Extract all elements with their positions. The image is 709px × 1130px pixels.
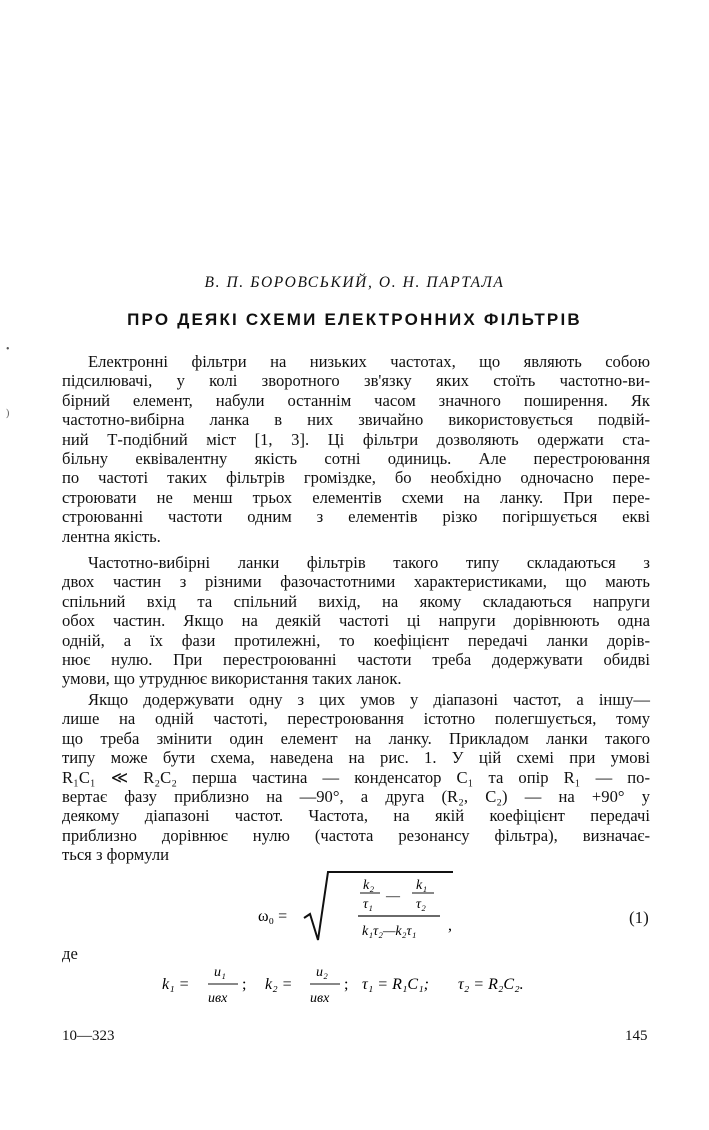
paragraph-2 [62,553,650,689]
text-line: строювати не менш трьох елементів схеми на ланку. При пере- [62,487,650,507]
minus-sign: — [386,889,400,904]
separator: ; [344,976,349,993]
text-line: частотно-вибірна ланка в них звичайно використовується подвій- [62,410,650,430]
fraction-k2: k₂ [363,878,375,893]
article-title: ПРО ДЕЯКІ СХЕМИ ЕЛЕКТРОННИХ ФІЛЬТРІВ [127,310,582,329]
fraction-tau1: τ₁ [363,897,373,912]
tau2-def: τ₂ = R₂C₂. [458,976,524,993]
u-vx: uвх [208,991,228,1006]
text-line: нює нулю. При перестроюванні частоти треба додержувати обидві [62,650,650,670]
text-line: Електронні фільтри на низьких частотах, що являють собою [88,352,650,371]
article-authors: В. П. БОРОВСЬКИЙ, О. Н. ПАРТАЛА [204,274,505,291]
where-label: де [62,944,78,963]
equation-number: (1) [629,908,649,927]
text-line: деякому діапазоні частот. Частота, на якій коефіцієнт передачі [62,806,650,826]
text-line: строюванні частоти одним з елементів різко погіршується екві [62,507,650,527]
margin-mark: • [6,344,10,355]
page-number: 145 [625,1028,648,1044]
definitions-formula [162,960,562,1010]
text-line: підсилювачі, у колі зворотного зв'язку яких стоїть частотно-ви- [62,371,650,391]
text-line: ний Т-подібний міст [1, 3]. Ці фільтри дозволяють одержати ста- [62,429,650,449]
text-line: лентна якість. [62,526,161,546]
margin-mark: ) [6,408,10,419]
text-line: Частотно-вибірні ланки фільтрів такого типу складаються з [88,553,650,572]
fraction-tau2: τ₂ [416,897,426,912]
text-line: бірний елемент, набули останнім часом значного поширення. Як [62,390,650,410]
resonance-formula [258,868,458,948]
comma: , [448,917,452,934]
text-line: типу може бути схема, наведена на рис. 1. У цій схемі при умові [62,748,650,768]
text-line: R₁C₁ ≪ R₂C₂ перша частина — конденсатор C₁ та опір R₁ — по- [62,767,650,787]
text-line: вертає фазу приблизно на —90°, а друга (R₂, C₂) — на +90° у [62,787,650,807]
text-line: приблизно дорівнює нулю (частота резонансу фільтра), визначає- [62,825,650,845]
text-line: двох частин з різними фазочастотними характеристиками, що мають [62,572,650,592]
u2: u₂ [316,965,328,980]
text-line: лише на одній частоті, перестроювання істотно полегшується, тому [62,709,650,729]
paragraph-1 [62,352,650,546]
text-line: одній, а їх фази протилежні, то коефіцієнт передачі ланки дорів- [62,630,650,650]
text-line: спільний вхід та спільний вихід, на якому складаються напруги [62,591,650,611]
text-line: більну еквівалентну якість сотні одиниць. Але перестроювання [62,449,650,469]
text-line: Якщо додержувати одну з цих умов у діапазоні частот, а іншу— [88,690,650,709]
k2-def: k₂ = [265,976,293,993]
paragraph-3 [62,690,650,865]
fraction-k1: k₁ [416,878,428,893]
denominator: k₁τ₂—k₂τ₁ [362,924,417,939]
text-line: умови, що утруднює використання таких ланок. [62,669,402,689]
k1-def: k₁ = [162,976,190,993]
text-line: ться з формули [62,845,169,865]
u-vx: uвх [310,991,330,1006]
signature-mark: 10—323 [62,1028,115,1044]
text-line: по частоті таких фільтрів громіздке, бо необхідно одночасно пере- [62,468,650,488]
text-line: обох частин. Якщо на деякій частоті ці напруги дорівнюють одна [62,611,650,631]
u1: u₁ [214,965,226,980]
separator: ; [242,976,247,993]
formula-lhs: ω₀ = [258,908,288,925]
tau1-def: τ₁ = R₁C₁; [362,976,429,993]
text-line: що треба змінити один елемент на ланку. Прикладом ланки такого [62,728,650,748]
